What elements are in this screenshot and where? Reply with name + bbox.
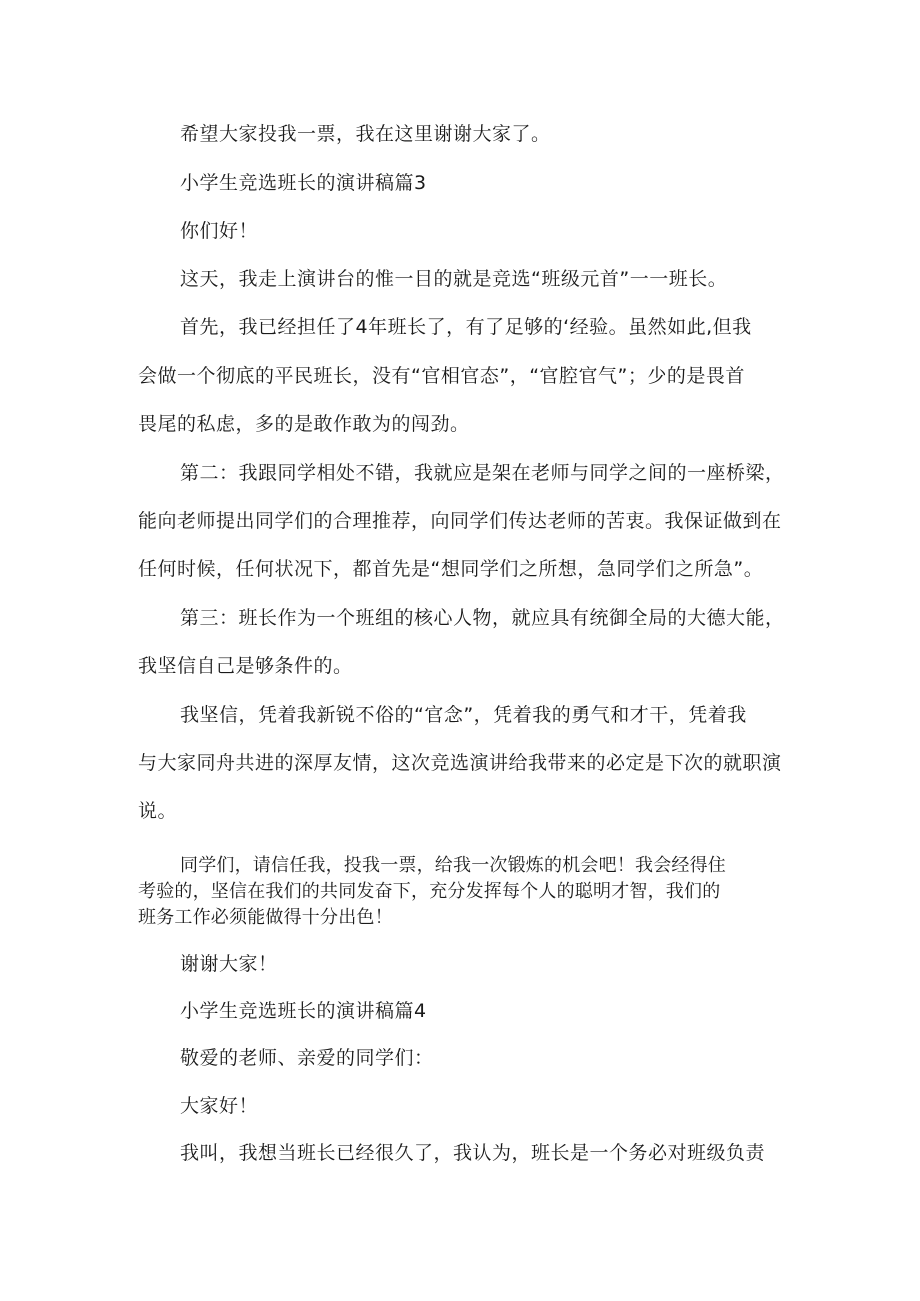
paragraph-line: 畏尾的私虑，多的是敢作敢为的闯劲。 [138, 413, 470, 435]
paragraph-line: 任何时候，任何状况下，都首先是“想同学们之所想，急同学们之所急”。 [138, 558, 764, 580]
paragraph-line: 我坚信自己是够条件的。 [138, 655, 353, 677]
paragraph-line: 班务工作必须能做得十分出色！ [138, 907, 393, 928]
paragraph-line: 我坚信，凭着我新锐不俗的“官念”，凭着我的勇气和才干，凭着我 [180, 704, 747, 726]
paragraph-line: 说。 [138, 800, 178, 822]
paragraph-line: 我叫，我想当班长已经很久了，我认为，班长是一个务必对班级负责 [180, 1142, 766, 1164]
paragraph-line: 大家好！ [180, 1095, 259, 1117]
paragraph-line: 第二：我跟同学相处不错，我就应是架在老师与同学之间的一座桥梁， [180, 462, 785, 484]
paragraph-line: 首先，我已经担任了4年班长了，有了足够的‘经验。虽然如此,但我 [180, 316, 752, 338]
section-heading: 小学生竞选班长的演讲稿篇3 [180, 172, 427, 194]
paragraph-line: 希望大家投我一票，我在这里谢谢大家了。 [180, 123, 551, 145]
paragraph-line: 你们好！ [180, 220, 259, 242]
section-heading: 小学生竞选班长的演讲稿篇4 [180, 1000, 427, 1022]
paragraph-line: 会做一个彻底的平民班长，没有“官相官态”，“官腔官气”；少的是畏首 [138, 365, 745, 387]
paragraph-line: 考验的，坚信在我们的共同发奋下，充分发挥每个人的聪明才智，我们的 [138, 881, 721, 902]
paragraph-line: 第三：班长作为一个班组的核心人物，就应具有统御全局的大德大能， [180, 607, 785, 629]
paragraph-line: 同学们，请信任我，投我一票，给我一次锻炼的机会吧！我会经得住 [180, 855, 726, 876]
paragraph-line: 能向老师提出同学们的合理推荐，向同学们传达老师的苦衷。我保证做到在 [138, 510, 782, 532]
paragraph-line: 与大家同舟共进的深厚友情，这次竞选演讲给我带来的必定是下次的就职演 [138, 752, 782, 774]
paragraph-line: 敬爱的老师、亲爱的同学们： [180, 1047, 434, 1069]
paragraph-line: 这天，我走上演讲台的惟一目的就是竞选“班级元首”一一班长。 [180, 268, 728, 290]
paragraph-line: 谢谢大家！ [180, 953, 278, 975]
